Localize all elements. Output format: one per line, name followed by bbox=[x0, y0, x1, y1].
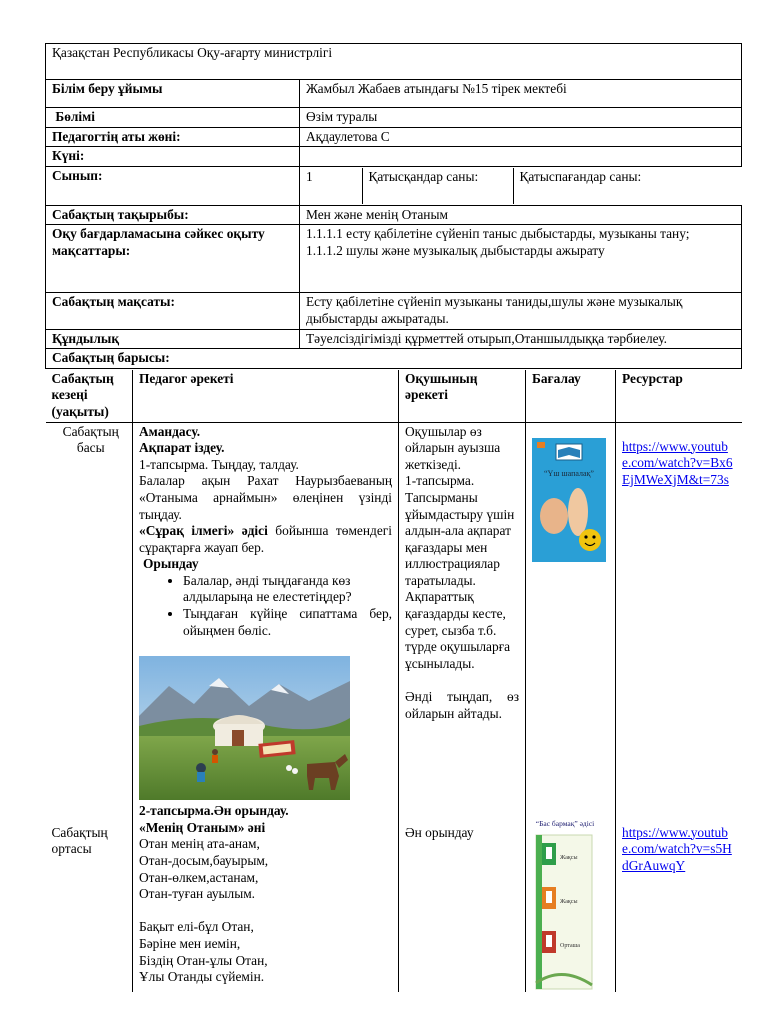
school-value: Жамбыл Жабаев атындағы №15 тірек мектебі bbox=[300, 80, 742, 108]
objectives-label: Оқу бағдарламасына сәйкес оқыту мақсаттары: bbox=[46, 225, 300, 293]
song-line: Отан-туған ауылым. bbox=[139, 886, 256, 902]
song-line: Бақыт елі-бұл Отан, bbox=[139, 919, 254, 935]
method-text: «Сұрақ ілмегі» әдісі бойынша төмендегі сұрақтарға жауап бер. bbox=[139, 523, 392, 555]
goal-label: Сабақтың мақсаты: bbox=[46, 293, 300, 329]
school-label: Білім беру ұйымы bbox=[46, 80, 300, 108]
section-label: Бөлімі bbox=[46, 108, 300, 128]
three-claps-poster bbox=[532, 438, 606, 562]
stage-cell bbox=[46, 422, 133, 992]
col-student: Оқушының әрекеті bbox=[399, 370, 526, 422]
topic-value: Мен және менің Отаным bbox=[300, 205, 742, 225]
resource-link-1[interactable]: https://www.youtube.com/watch?v=Bx6EjMWeXjM&t=73s bbox=[622, 438, 733, 487]
lesson-flow bbox=[46, 368, 742, 993]
topic-label: Сабақтың тақырыбы: bbox=[46, 205, 300, 225]
col-stage: Сабақтың кезеңі (уақыты) bbox=[46, 370, 133, 422]
date-label: Күні: bbox=[46, 147, 300, 167]
song-line: Отан-өлкем,астанам, bbox=[139, 869, 259, 885]
grade-value: 1 bbox=[300, 168, 362, 204]
student-start: Оқушылар өз ойларын ауызша жеткізеді. 1-тапсырма. Тапсырманы ұйымдастыру үшін алдын-ала ақпарат қағаздары мен иллюстрациялар таратылады. Ақпараттық қағаздарды кесте, сурет, сызба т.б. түрде оқушыларға ұсынылады. bbox=[405, 423, 515, 671]
objectives-value bbox=[300, 225, 742, 293]
teacher-cell bbox=[133, 422, 399, 992]
poster-2-item: Орташа bbox=[560, 942, 580, 949]
task-2-title: 2-тапсырма.Ән орындау. bbox=[139, 803, 289, 819]
col-resources: Ресурстар bbox=[616, 370, 742, 422]
song-line: Отан менің ата-анам, bbox=[139, 836, 260, 852]
question-item: • Тыңдаған күйіңе сипаттама бер, ойыңмен бөліс. bbox=[183, 606, 392, 639]
greeting: Амандасу. bbox=[139, 423, 201, 439]
do-label: Орындау bbox=[143, 556, 199, 572]
stage-middle: Сабақтың ортасы bbox=[51, 824, 108, 857]
student-cell bbox=[399, 422, 526, 992]
question-list bbox=[139, 573, 392, 639]
ministry-header: Қазақстан Республикасы Оқу-ағарту министрлігі bbox=[46, 44, 742, 80]
song-line bbox=[139, 903, 392, 920]
section-value: Өзім туралы bbox=[300, 108, 742, 128]
flow-label: Сабақтың барысы: bbox=[46, 349, 742, 369]
thumbs-method-poster bbox=[532, 815, 598, 993]
values-value: Тәуелсіздігімізді құрметтей отырып,Отаншылдыққа тәрбиелеу. bbox=[300, 329, 742, 349]
yurt-landscape-image bbox=[139, 656, 350, 800]
student-middle: Ән орындау bbox=[405, 824, 474, 840]
date-value bbox=[300, 147, 742, 167]
resource-link-2[interactable]: https://www.youtube.com/watch?v=s5HdGrAuwqY bbox=[622, 824, 732, 873]
col-assessment: Бағалау bbox=[526, 370, 616, 422]
values-label: Құндылық bbox=[46, 329, 300, 349]
assessment-cell bbox=[526, 422, 616, 992]
task-1-text: Балалар ақын Рахат Наурызбаеваның «Отаныма арнаймын» өлеңінен үзінді тыңдау. bbox=[139, 473, 392, 522]
present-label: Қатысқандар саны: bbox=[362, 168, 513, 204]
goal-value: Есту қабілетіне сүйеніп музыканы таниды,шулы және музыкалық дыбыстарды ажыратады. bbox=[300, 293, 742, 329]
teacher-value: Ақдаулетова С bbox=[300, 127, 742, 147]
song-line: Бәріне мен иемін, bbox=[139, 936, 241, 951]
song-lyrics bbox=[139, 836, 392, 985]
poster-2-title: “Бас бармақ” әдісі bbox=[535, 818, 595, 828]
poster-2-item: Жақсы bbox=[560, 854, 578, 861]
grade-row bbox=[300, 166, 742, 205]
stage-start: Сабақтың басы bbox=[62, 423, 119, 456]
col-teacher: Педагог әрекеті bbox=[133, 370, 399, 422]
lesson-flow-table bbox=[46, 370, 742, 992]
grade-label: Сынып: bbox=[46, 166, 300, 205]
song-title: «Менің Отаным» әні bbox=[139, 819, 266, 835]
song-line: Ұлы Отанды сүйемін. bbox=[139, 969, 265, 985]
resources-cell bbox=[616, 422, 742, 992]
song-line: Біздің Отан-ұлы Отан, bbox=[139, 952, 268, 968]
absent-label: Қатыспағандар саны: bbox=[519, 168, 642, 184]
objective-1: 1.1.1.1 есту қабілетіне сүйеніп таныс дыбыстарды, музыканы тану; bbox=[306, 226, 690, 242]
song-line: Отан-досым,бауырым, bbox=[139, 853, 269, 869]
teacher-label: Педагогтің аты жөні: bbox=[46, 127, 300, 147]
lesson-plan bbox=[45, 43, 741, 993]
question-item: • Балалар, әнді тыңдағанда көз алдыларыңа не елестетіңдер? bbox=[183, 573, 392, 606]
info-search: Ақпарат іздеу. bbox=[139, 440, 225, 456]
lesson-plan-table bbox=[45, 43, 742, 993]
poster-2-item: Жақсы bbox=[560, 898, 578, 905]
task-1-title: 1-тапсырма. Тыңдау, талдау. bbox=[139, 456, 299, 472]
objective-2: 1.1.1.2 шулы және музыкалық дыбыстарды ажырату bbox=[306, 242, 605, 258]
student-start-2: Әнді тыңдап, өз ойларын айтады. bbox=[405, 689, 519, 722]
poster-1-title: “Үш шапалақ” bbox=[544, 468, 594, 478]
